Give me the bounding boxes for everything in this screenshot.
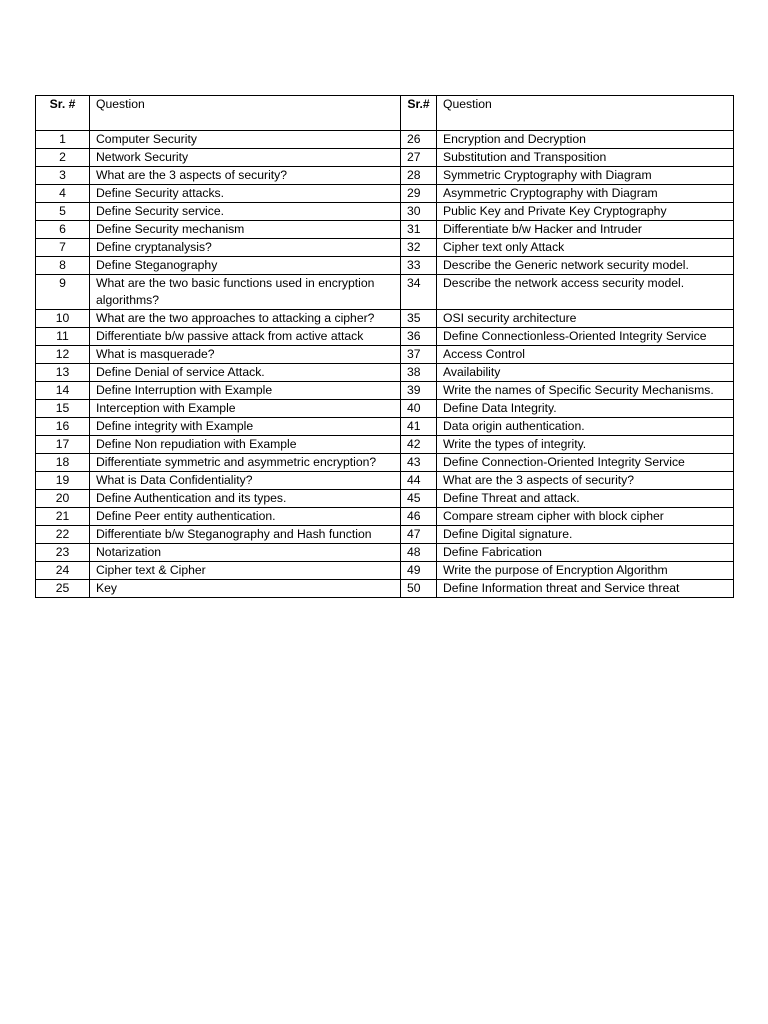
table-row [36,454,734,472]
serial-number-left: 14 [36,382,90,400]
question-text-left: What are the 3 aspects of security? [90,167,401,185]
table-row [36,221,734,239]
question-text-right: Data origin authentication. [437,418,734,436]
question-text-left: What is masquerade? [90,346,401,364]
serial-number-left: 20 [36,490,90,508]
table-row [36,472,734,490]
question-text-right: Define Information threat and Service threat [437,580,734,598]
question-text-right: Define Threat and attack. [437,490,734,508]
question-text-left: Network Security [90,149,401,167]
table-row [36,400,734,418]
serial-number-left: 13 [36,364,90,382]
question-text-left: Define Non repudiation with Example [90,436,401,454]
serial-number-left: 7 [36,239,90,257]
header-question-left: Question [90,96,401,131]
question-text-left: What are the two basic functions used in encryption algorithms? [90,275,401,310]
question-text-left: Notarization [90,544,401,562]
question-text-right: Define Connection-Oriented Integrity Service [437,454,734,472]
serial-number-left: 2 [36,149,90,167]
table-body [36,131,734,598]
serial-number-left: 3 [36,167,90,185]
serial-number-right: 33 [401,257,437,275]
serial-number-right: 46 [401,508,437,526]
table-row [36,490,734,508]
serial-number-left: 8 [36,257,90,275]
questions-table [35,95,734,598]
serial-number-left: 10 [36,310,90,328]
question-text-right: Substitution and Transposition [437,149,734,167]
question-text-right: Write the types of integrity. [437,436,734,454]
serial-number-right: 37 [401,346,437,364]
table-row [36,185,734,203]
table-row [36,436,734,454]
serial-number-right: 32 [401,239,437,257]
serial-number-right: 41 [401,418,437,436]
serial-number-left: 22 [36,526,90,544]
serial-number-right: 49 [401,562,437,580]
question-text-left: Define Security service. [90,203,401,221]
question-text-right: What are the 3 aspects of security? [437,472,734,490]
serial-number-right: 36 [401,328,437,346]
serial-number-left: 1 [36,131,90,149]
serial-number-left: 24 [36,562,90,580]
question-text-right: Public Key and Private Key Cryptography [437,203,734,221]
question-text-right: Access Control [437,346,734,364]
question-text-right: Define Data Integrity. [437,400,734,418]
question-text-right: Cipher text only Attack [437,239,734,257]
question-text-left: Define Security attacks. [90,185,401,203]
table-row [36,275,734,310]
question-text-right: Write the names of Specific Security Mechanisms. [437,382,734,400]
table-row [36,580,734,598]
question-text-left: Define integrity with Example [90,418,401,436]
serial-number-left: 12 [36,346,90,364]
question-text-right: Define Fabrication [437,544,734,562]
serial-number-right: 43 [401,454,437,472]
serial-number-left: 21 [36,508,90,526]
question-text-right: Define Digital signature. [437,526,734,544]
serial-number-right: 50 [401,580,437,598]
question-text-right: Describe the Generic network security model. [437,257,734,275]
question-text-left: Define Security mechanism [90,221,401,239]
question-text-left: What is Data Confidentiality? [90,472,401,490]
question-text-left: What are the two approaches to attacking a cipher? [90,310,401,328]
serial-number-right: 44 [401,472,437,490]
question-text-right: Describe the network access security model. [437,275,734,310]
serial-number-right: 28 [401,167,437,185]
table-row [36,346,734,364]
question-text-right: Compare stream cipher with block cipher [437,508,734,526]
table-row [36,508,734,526]
question-text-left: Key [90,580,401,598]
table-row [36,131,734,149]
question-text-left: Define Authentication and its types. [90,490,401,508]
table-row [36,382,734,400]
table-header-row [36,96,734,131]
table-row [36,418,734,436]
table-row [36,257,734,275]
serial-number-right: 42 [401,436,437,454]
serial-number-right: 26 [401,131,437,149]
serial-number-left: 11 [36,328,90,346]
table-row [36,167,734,185]
serial-number-right: 29 [401,185,437,203]
serial-number-right: 40 [401,400,437,418]
serial-number-right: 47 [401,526,437,544]
question-text-left: Differentiate symmetric and asymmetric encryption? [90,454,401,472]
header-sr-left: Sr. # [36,96,90,131]
table-row [36,562,734,580]
serial-number-left: 17 [36,436,90,454]
table-row [36,310,734,328]
question-text-left: Interception with Example [90,400,401,418]
table-row [36,364,734,382]
table-row [36,328,734,346]
serial-number-right: 35 [401,310,437,328]
serial-number-right: 27 [401,149,437,167]
serial-number-left: 4 [36,185,90,203]
question-text-left: Define Denial of service Attack. [90,364,401,382]
serial-number-right: 45 [401,490,437,508]
serial-number-left: 6 [36,221,90,239]
table-row [36,149,734,167]
header-sr-right: Sr.# [401,96,437,131]
serial-number-right: 31 [401,221,437,239]
serial-number-right: 48 [401,544,437,562]
question-text-right: Symmetric Cryptography with Diagram [437,167,734,185]
question-text-left: Differentiate b/w passive attack from active attack [90,328,401,346]
question-text-left: Computer Security [90,131,401,149]
question-text-left: Define Interruption with Example [90,382,401,400]
question-text-left: Define Steganography [90,257,401,275]
serial-number-left: 19 [36,472,90,490]
question-text-right: Encryption and Decryption [437,131,734,149]
serial-number-left: 18 [36,454,90,472]
question-text-right: Write the purpose of Encryption Algorithm [437,562,734,580]
question-text-right: Define Connectionless-Oriented Integrity Service [437,328,734,346]
serial-number-left: 16 [36,418,90,436]
serial-number-left: 23 [36,544,90,562]
serial-number-left: 9 [36,275,90,310]
question-text-left: Define cryptanalysis? [90,239,401,257]
table-row [36,526,734,544]
serial-number-left: 5 [36,203,90,221]
table-row [36,203,734,221]
question-text-right: OSI security architecture [437,310,734,328]
question-text-left: Define Peer entity authentication. [90,508,401,526]
serial-number-right: 34 [401,275,437,310]
table-row [36,544,734,562]
serial-number-left: 15 [36,400,90,418]
question-text-right: Availability [437,364,734,382]
table-row [36,239,734,257]
serial-number-right: 38 [401,364,437,382]
serial-number-right: 39 [401,382,437,400]
question-text-left: Differentiate b/w Steganography and Hash function [90,526,401,544]
question-text-right: Asymmetric Cryptography with Diagram [437,185,734,203]
question-text-left: Cipher text & Cipher [90,562,401,580]
serial-number-left: 25 [36,580,90,598]
question-text-right: Differentiate b/w Hacker and Intruder [437,221,734,239]
serial-number-right: 30 [401,203,437,221]
header-question-right: Question [437,96,734,131]
